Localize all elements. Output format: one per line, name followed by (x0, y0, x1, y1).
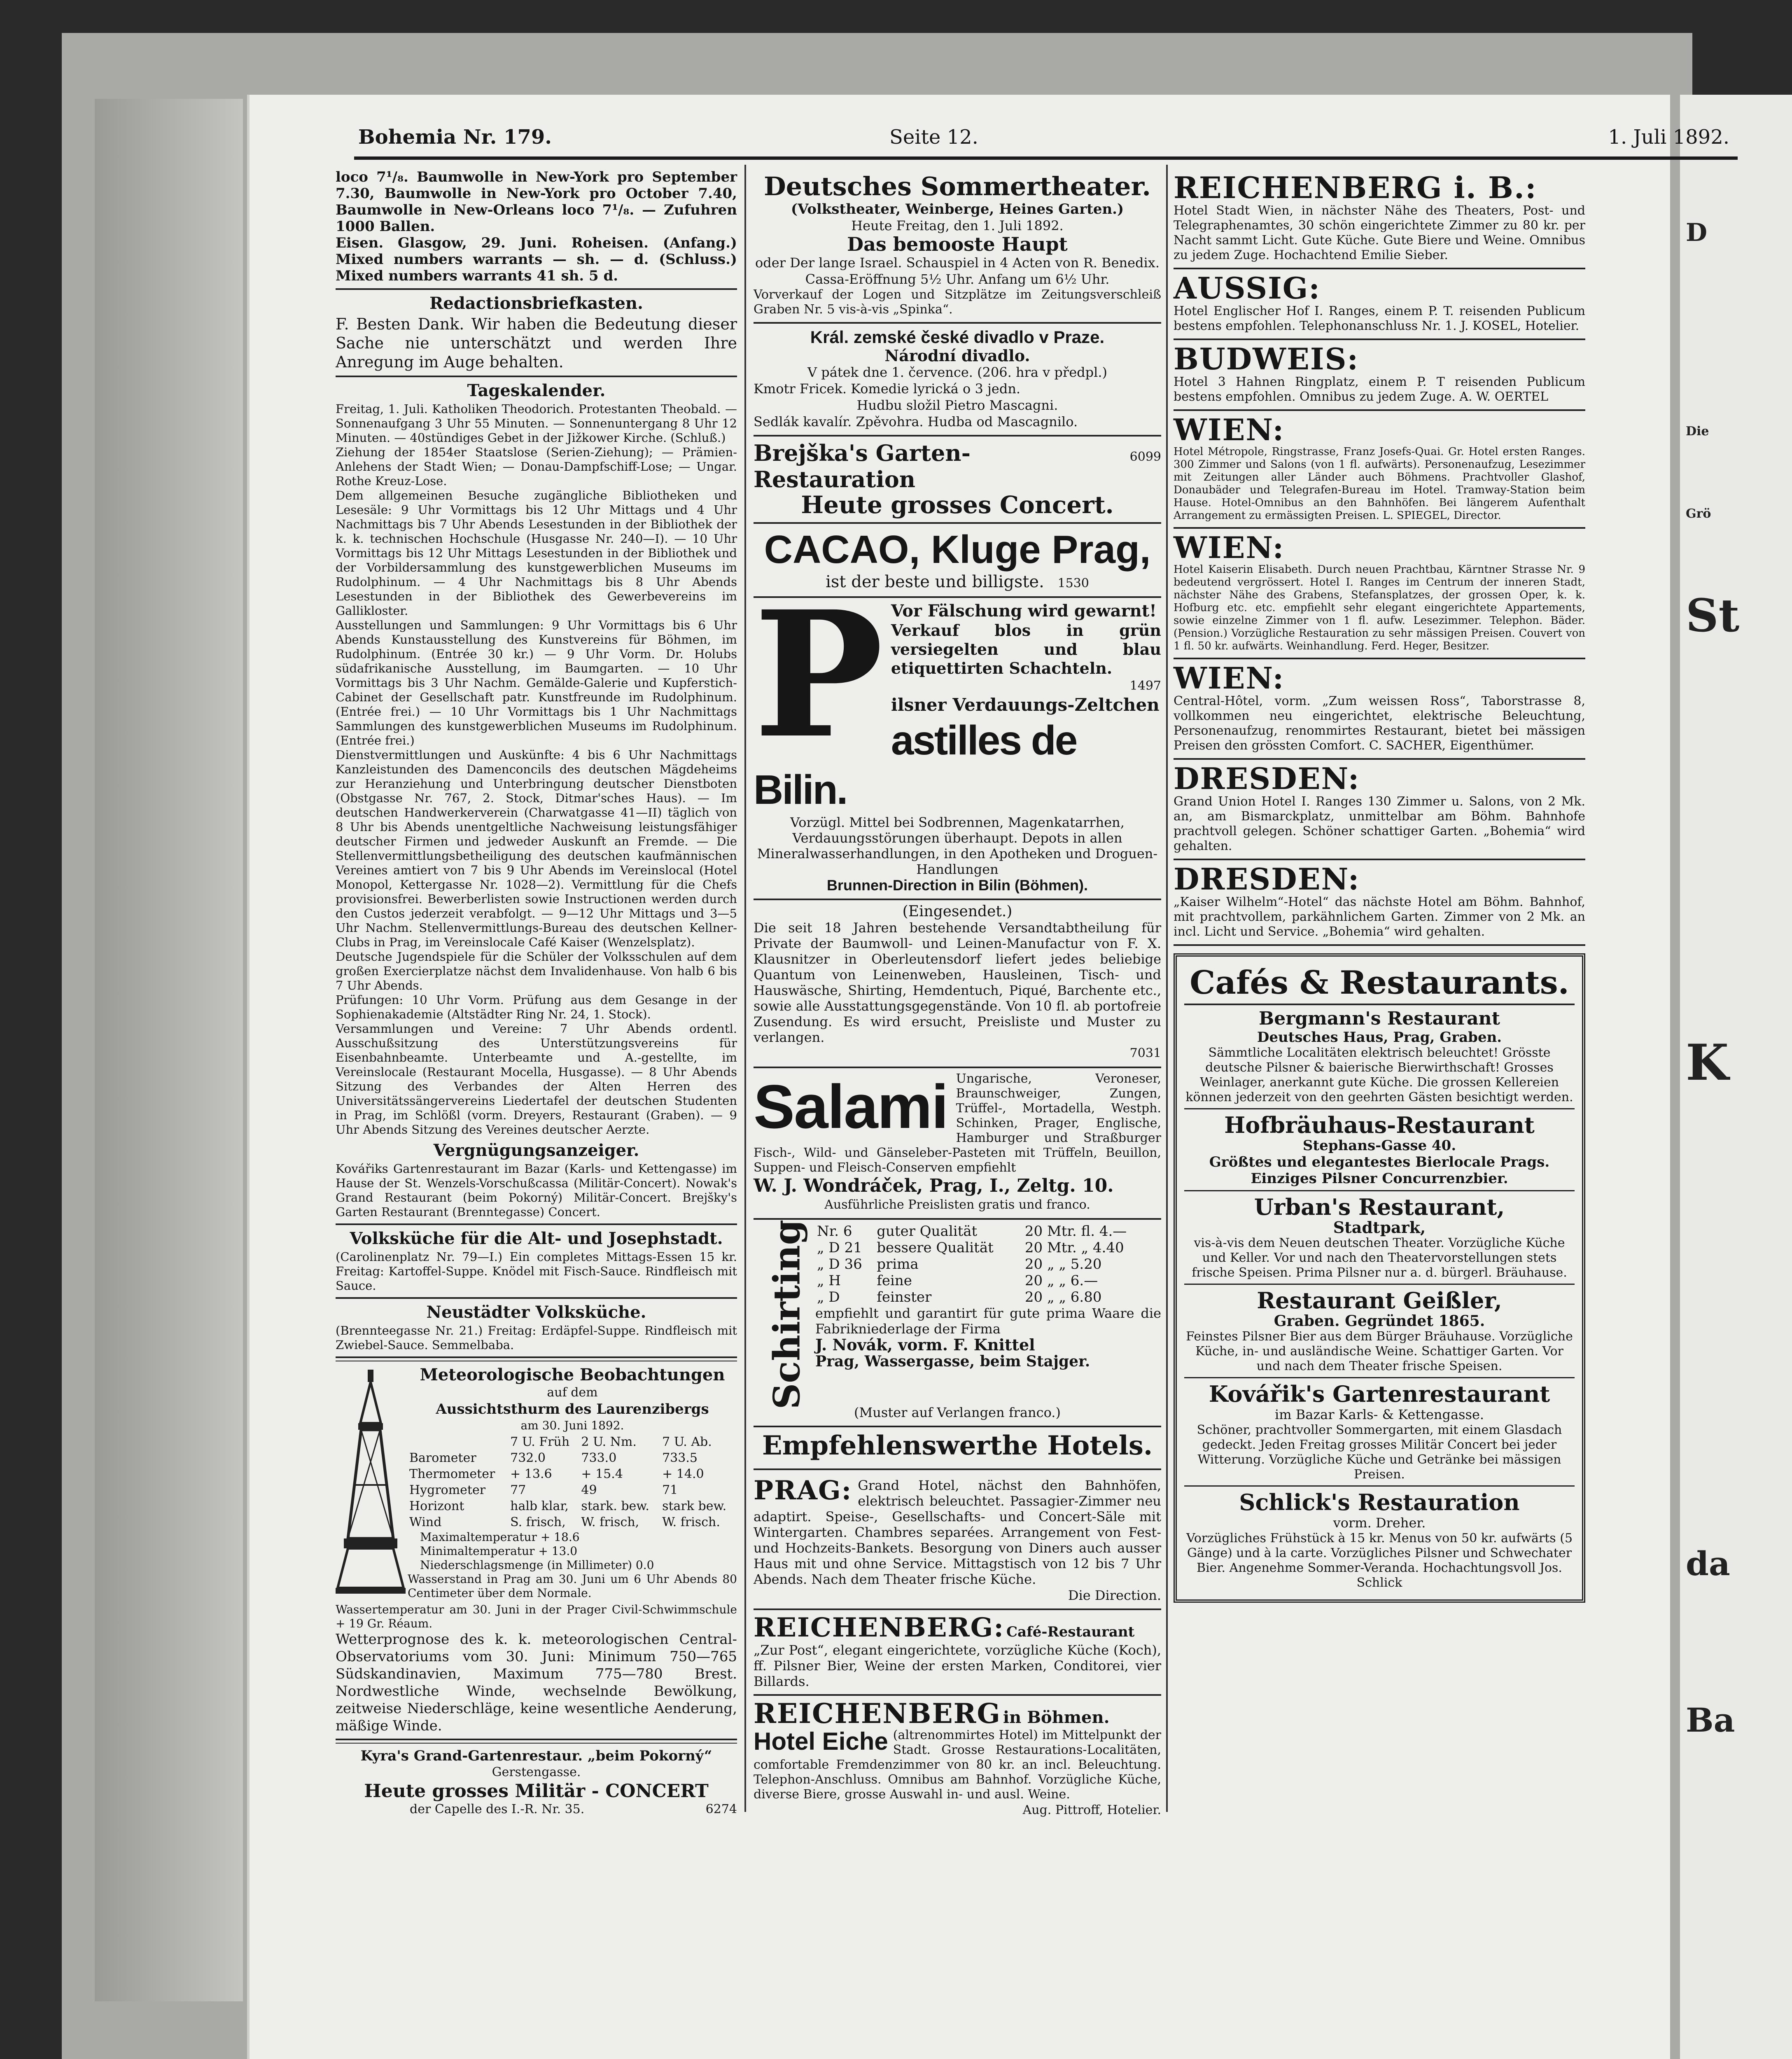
hotel-text: (altrenommirtes Hotel) im Mittelpunkt der Stadt. Grosse Restaurations-Localitäten, comfortable Fremdenzimmer von 80 kr. an incl. Beleuchtung. Telephon-Anschluss. Omnibus am Bahnhof. Vorzügliche Küche, diverse Biere, grosse Auswahl in- und ausl. Weine. (754, 1728, 1161, 1802)
column-header: 7 U. Früh (510, 1435, 570, 1449)
ad-signature: Brunnen-Direction in Bilin (Böhmen). (827, 877, 1088, 894)
ad-times: Cassa-Eröffnung 5½ Uhr. Anfang um 6½ Uhr. (805, 271, 1110, 287)
hotel-text: Grand Hotel, nächst den Bahnhöfen, elektrisch beleuchtet. Passagier-Zimmer neu adaptirt. Speise-, Gesellschafts- und Concert-Säle mit Wintergarten. Chambres separées. Arrangement von Fest- und Hochzeits-Bankets. Besorgung von Diners auch ausser Haus mit und ohne Service. Mittagstisch von 12 bis 7 Uhr Abends. Nach dem Theater frische Küche. (754, 1478, 1161, 1587)
meteorology-extra: Niederschlagsmenge (in Millimeter) 0.0 (420, 1558, 654, 1572)
hotel-city: REICHENBERG: (754, 1612, 1004, 1643)
divider (336, 1739, 737, 1744)
hotel-prag (754, 1474, 1161, 1610)
cafes-restaurants-box (1174, 953, 1585, 1603)
hotel-ad (1174, 659, 1585, 760)
ad-title: Deutsches Sommertheater. (763, 171, 1151, 201)
cell: 77 (510, 1483, 526, 1497)
row-label: Wind (409, 1515, 442, 1529)
hotel-name: Café-Restaurant (1006, 1624, 1135, 1640)
column-middle (754, 169, 1161, 1819)
back-page-left-strip (95, 99, 243, 2001)
restaurant-sub: Stephans-Gasse 40. (1302, 1137, 1456, 1154)
ad-vertical-title-box (754, 1219, 808, 1410)
hotel-city: WIEN: (1174, 412, 1285, 447)
hotel-text: Hotel Kaiserin Elisabeth. Durch neuen Prachtbau, Kärntner Strasse Nr. 9 bedeutend vergrössert. Hotel I. Ranges im Centrum der inneren Stadt, nächster Nähe des Grabens, Stefansplatzes, der grossen Oper, k. k. Hofburg etc. etc. empfiehlt sehr elegant eingerichtete Appartements, sowie einzelne Zimmer von 1 fl. aufw. Lesezimmer. Telephon. Bäder. (Pension.) Vorzügliche Restauration zu sehr mässigen Preisen. Couvert von 1 fl. 50 kr. aufwärts. Weinhandlung. Ferd. Heger, Besitzer. (1174, 563, 1585, 652)
ad-play-title: Das bemooste Haupt (847, 233, 1068, 255)
table-row (815, 1272, 1153, 1289)
market-text: Eisen. Glasgow, 29. Juni. Roheisen. (Anfang.) Mixed numbers warrants — sh. — d. (Schluss.) Mixed numbers warrants 41 sh. 5 d. (336, 235, 737, 284)
ad-brejska (754, 437, 1161, 524)
restaurant-text: Schöner, prachtvoller Sommergarten, mit einem Glasdach gedeckt. Jeden Freitag grosses Militär Concert bei jeder Witterung. Vorzügliche Küche und Getränke bei mässigen Preisen. (1197, 1423, 1562, 1482)
cell: stark bew. (662, 1499, 727, 1513)
cell: W. frisch, (581, 1515, 639, 1529)
column-header: 2 U. Nm. (581, 1435, 637, 1449)
section-title: Volksküche für die Alt- und Josephstadt. (350, 1229, 723, 1248)
header-page-number: Seite 12. (889, 126, 978, 149)
cell: „ D 36 (817, 1256, 862, 1272)
box-title: Cafés & Restaurants. (1184, 962, 1575, 1005)
cell: 20 Mtr. „ 4.40 (1024, 1240, 1124, 1256)
cell: „ D (817, 1289, 840, 1305)
restaurant-sub: im Bazar Karls- & Kettengasse. (1274, 1407, 1484, 1422)
paragraph: Versammlungen und Vereine: 7 Uhr Abends ordentl. Ausschußsitzung des Unterstützungsvereins für Eisenbahnbeamte. Unterbeamte und A.-gestellte, im Vereinslocale (Restaurant Mocella, Husgasse). — 8 Uhr Abends Sitzung des Verbandes der Alten Herren des Universitätssängervereins Liedertafel der deutschen Studenten in Prag, im Schlößl (vorm. Dreyers, Restaurant (Graben). — 9 Uhr Abends Sitzung des Vereines deutscher Aerzte. (336, 1022, 737, 1137)
cell: W. frisch. (662, 1515, 720, 1529)
ad-warning: Vor Fälschung wird gewarnt! (891, 601, 1157, 621)
ad-line: Hudbu složil Pietro Mascagni. (856, 397, 1058, 413)
hotel-name: Hotel Eiche (754, 1728, 888, 1755)
ad-date: Heute Freitag, den 1. Juli 1892. (851, 218, 1064, 233)
ad-title: (Eingesendet.) (902, 903, 1013, 920)
meteorology-location: Aussichtsthurm des Laurenzibergs (436, 1401, 709, 1417)
restaurant-ad (1184, 1191, 1575, 1285)
cell: 733.5 (662, 1451, 698, 1465)
ad-line: Kmotr Fricek. Komedie lyrická o 3 jedn. (754, 381, 1021, 397)
weather-forecast: Wetterprognose des k. k. meteorologischen Central-Observatoriums vom 30. Juni: Minimum 750—765 Südskandinavien, Maximum 775—780 Brest. Nordwestliche Winde, wechselnde Bewölkung, zeitweise Niederschläge, keine wesentliche Aenderung, mäßige Winde. (336, 1631, 737, 1734)
fragment-text: Die (1686, 424, 1709, 439)
meteorology-extra: Minimaltemperatur + 13.0 (420, 1544, 578, 1558)
paragraph: Ziehung der 1854er Staatslose (Serien-Ziehung); — Prämien-Anlehens der Stadt Wien; — Donau-Dampfschiff-Lose; — Ungar. Rothe Kreuz-Lose. (336, 445, 737, 488)
restaurant-text: Vorzügliches Frühstück à 15 kr. Menus von 50 kr. aufwärts (5 Gänge) und à la carte. Vorzügliches Pilsner und Schwechater Bier. Angenehme Sommer-Veranda. Hochachtungsvoll Jos. Schlick (1186, 1531, 1573, 1590)
meteorology-subtitle: auf dem (547, 1385, 598, 1400)
table-row (408, 1514, 737, 1530)
hotel-text: Hotel Métropole, Ringstrasse, Franz Josefs-Quai. Gr. Hotel ersten Ranges. 300 Zimmer und Salons (von 1 fl. aufwärts). Personenaufzug, Lesezimmer mit Zeitungen aller Länder auch Böhmens. Prachtvoller Glashof, Donaubäder und Telegrafen-Bureau im Hotel. Tramway-Station beim Hause. Hotel-Omnibus an den Bahnhöfen. Bei längerem Aufenthalt Arrangement zu ermässigten Preisen. L. SPIEGEL, Director. (1174, 446, 1585, 522)
cell: 20 Mtr. fl. 4.— (1024, 1223, 1127, 1240)
paragraph: F. Besten Dank. Wir haben die Bedeutung dieser Sache nie unterschätzt und werden Ihre Anregung im Auge behalten. (336, 315, 737, 371)
cell: guter Qualität (877, 1223, 978, 1240)
hotel-ad (1174, 269, 1585, 340)
ad-czech-theatre (754, 324, 1161, 437)
paragraph: (Carolinenplatz Nr. 79—I.) Ein completes Mittags-Essen 15 kr. Freitag: Kartoffel-Suppe. Knödel mit Fisch-Sauce. Rindfleisch mit Sauce. (336, 1250, 737, 1293)
ad-title: Salami (754, 1072, 948, 1141)
table-row (815, 1289, 1153, 1305)
cell: + 14.0 (662, 1467, 704, 1481)
hotel-ad (1174, 169, 1585, 269)
hotel-text: Hotel Stadt Wien, in nächster Nähe des Theaters, Post- und Telegraphenamtes, 30 schön eingerichtete Zimmer zu 80 kr. per Nacht sammt Licht. Gute Küche. Gute Biere und Weine. Omnibus zu jedem Zuge. Hochachtend Emilie Sieber. (1174, 203, 1585, 262)
ad-line: ilsner Verdauungs-Zeltchen (891, 695, 1160, 715)
hotel-city: PRAG: (754, 1475, 852, 1506)
ad-schirting (754, 1220, 1161, 1427)
restaurant-name: Bergmann's Restaurant (1259, 1008, 1500, 1029)
ad-product-name: astilles de Bilin. (754, 717, 1077, 813)
adjacent-page-fragment (1680, 95, 1792, 2059)
hotel-text: Central-Hôtel, vorm. „Zum weissen Ross“, Taborstrasse 8, vollkommen neu eingerichtet, elektrische Beleuchtung, Personenaufzug, renommirtes Restaurant, bietet bei mässigen Preisen den grössten Comfort. C. SACHER, Eigenthümer. (1174, 694, 1585, 753)
table-header-row (408, 1434, 737, 1450)
ad-initial-letter: P (754, 574, 884, 777)
restaurant-ad (1184, 1109, 1575, 1191)
ad-kyra-band: der Capelle des I.-R. Nr. 35. (410, 1802, 585, 1816)
ad-subtitle: (Volkstheater, Weinberge, Heines Garten.) (791, 201, 1124, 217)
fragment-text: D (1686, 218, 1708, 247)
water-level: Wasserstand in Prag am 30. Juni um 6 Uhr Abends 80 Centimeter über dem Normale. (408, 1572, 737, 1600)
cell: bessere Qualität (877, 1240, 994, 1256)
ad-line: V pátek dne 1. července. (206. hra v předpl.) (807, 364, 1107, 380)
paragraph: Prüfungen: 10 Uhr Vorm. Prüfung aus dem Gesange in der Sophienakademie (Altstädter Ring Nr. 24, 1. Stock). (336, 993, 737, 1021)
restaurant-name: Kovářik's Gartenrestaurant (1209, 1381, 1550, 1407)
table-row (408, 1450, 737, 1466)
divider (336, 376, 737, 377)
ad-kyra-title: Kyra's Grand-Gartenrestaur. „beim Pokorný“ (360, 1748, 712, 1764)
cell: 733.0 (581, 1451, 617, 1465)
ad-title: Brejška's Garten-Restauration (754, 440, 971, 493)
restaurant-text: vis-à-vis dem Neuen deutschen Theater. Vorzügliche Küche und Keller. Vor und nach den Theatervorstellungen stets frische Speisen. Prima Pilsner nur a. d. bürgerl. Bräuhause. (1192, 1236, 1567, 1280)
fragment-text: Grö (1686, 507, 1711, 521)
ad-number: 1530 (1057, 576, 1089, 591)
row-label: Horizont (409, 1499, 464, 1513)
section-title: Neustädter Volksküche. (426, 1303, 646, 1322)
fragment-text: St (1686, 589, 1740, 642)
restaurant-ad (1184, 1005, 1575, 1109)
table-row (815, 1240, 1153, 1256)
ad-text: empfiehlt und garantirt für gute prima Waare die Fabrikniederlage der Firma (815, 1305, 1161, 1337)
cell: 20 „ „ 6.80 (1024, 1289, 1102, 1305)
cell: 732.0 (510, 1451, 546, 1465)
ad-number: 1497 (1129, 679, 1161, 693)
section-title: Vergnügungsanzeiger. (433, 1141, 639, 1160)
ad-text: Die seit 18 Jahren bestehende Versandtabtheilung für Private der Baumwoll- und Leinen-Manufactur von F. X. Klausnitzer in Oberleutensdorf liefert jedes beliebige Quantum von Leinenweben, Hausleinen, Tisch- und Hauswäsche, Shirting, Hemdentuch, Piqué, Barchente etc., sowie alle Ausstattungsgegenstände. Von 10 fl. ab portofreie Zusendung. Es wird ersucht, Preisliste und Muster zu verlangen. (754, 920, 1161, 1045)
ad-footer: Ausführliche Preislisten gratis und franco. (824, 1198, 1090, 1212)
ad-slogan: ist der beste und billigste. (826, 572, 1044, 591)
page-header (358, 126, 1729, 154)
fragment-text: K (1686, 1034, 1729, 1092)
section-title: Redactionsbriefkasten. (429, 294, 643, 313)
hotel-text: Hotel Englischer Hof I. Ranges, einem P. T. reisenden Publicum bestens empfohlen. Telephonanschluss Nr. 1. J. KOSEL, Hotelier. (1174, 304, 1585, 333)
ad-address: Prag, Wassergasse, beim Stajger. (815, 1353, 1090, 1370)
hotel-text: „Zur Post“, elegant eingerichtete, vorzügliche Küche (Koch), ff. Pilsner Bier, Weine der ersten Marken, Conditorei, vier Billards. (754, 1642, 1161, 1689)
ad-footer: (Muster auf Verlangen franco.) (854, 1405, 1061, 1420)
meteorology-date: am 30. Juni 1892. (520, 1419, 624, 1432)
cell: 20 „ „ 5.20 (1024, 1256, 1102, 1272)
restaurant-name: Urban's Restaurant, (1254, 1194, 1505, 1220)
header-issue: Bohemia Nr. 179. (358, 126, 552, 149)
hotel-ad (1174, 340, 1585, 411)
ad-eingesendet (754, 900, 1161, 1068)
hotel-ad (1174, 411, 1585, 529)
divider (336, 288, 737, 290)
restaurant-sub: Graben. Gegründet 1865. (1274, 1312, 1485, 1330)
hotel-city: REICHENBERG (754, 1697, 1001, 1730)
row-label: Hygrometer (409, 1483, 486, 1497)
cell: „ D 21 (817, 1240, 862, 1256)
row-label: Barometer (409, 1451, 476, 1465)
divider (336, 1223, 737, 1225)
cell: + 13.6 (510, 1467, 552, 1481)
hotel-text: Hotel 3 Hahnen Ringplatz, einem P. T reisenden Publicum bestens empfohlen. Omnibus zu jedem Zuge. A. W. OERTEL (1174, 375, 1585, 404)
hotel-city: REICHENBERG i. B.: (1174, 170, 1537, 205)
column-divider (744, 165, 746, 1812)
paragraph: Dem allgemeinen Besuche zugängliche Bibliotheken und Lesesäle: 9 Uhr Vormittags bis 12 Uhr Mittags und 4 Uhr Nachmittags bis 7 Uhr Abends Lesestunden in der Bibliothek der k. k. technischen Hochschule (Husgasse Nr. 240—I). — 10 Uhr Vormittags bis 12 Uhr Mittags Lesestunden in der Bibliothek und der Vorbildersammlung des kunstgewerblichen Museums im Rudolphinum. — 4 Uhr Nachmittags bis 8 Uhr Abends Lesestunden in der Bibliothek des Gewerbevereins im Gallikloster. (336, 488, 737, 618)
hotel-reichenberg-post (754, 1610, 1161, 1696)
cell: 71 (662, 1483, 678, 1497)
column-right (1174, 169, 1585, 1603)
ad-line: Verkauf blos in grün versiegelten und blau etiquettirten Schachteln. (891, 621, 1161, 677)
price-table (815, 1223, 1153, 1305)
ad-description: Vorzügl. Mittel bei Sodbrennen, Magenkatarrhen, Verdauungsstörungen überhaupt. Depots in allen Mineralwasserhandlungen, in den Apotheken und Droguen-Handlungen (757, 815, 1158, 877)
cell: + 15.4 (581, 1467, 623, 1481)
hotel-city: BUDWEIS: (1174, 341, 1359, 376)
table-row (408, 1466, 737, 1482)
paragraph: Ausstellungen und Sammlungen: 9 Uhr Vormittags bis 6 Uhr Abends Kunstausstellung des Kunstvereins für Böhmen, im Rudolphinum. (Entrée 30 kr.) — 9 Uhr Vorm. Dr. Holubs südafrikanische Ausstellung, im Baumgarten. — 10 Uhr Vormittags bis 3 Uhr Nachm. Gemälde-Galerie und Kupferstich-Cabinet der Gesellschaft patr. Kunstfreunde im Rudolphinum. (Entrée frei.) — 10 Uhr Vormittags bis 1 Uhr Nachmittags Sammlungen des kunstgewerblichen Museums im Rudolphinum. (Entrée frei.) (336, 618, 737, 747)
table-row (815, 1256, 1153, 1272)
hotel-city: WIEN: (1174, 661, 1285, 696)
ad-play-subtitle: oder Der lange Israel. Schauspiel in 4 Acten von R. Benedix. (755, 255, 1160, 271)
hotel-city-suffix: in Böhmen. (1003, 1708, 1110, 1727)
market-text: loco 7¹/₈. Baumwolle in New-York pro September 7.30, Baumwolle in New-York pro October 7.40, Baumwolle in New-Orleans loco 7¹/₈. — Zufuhren 1000 Ballen. (336, 169, 737, 235)
paragraph: Deutsche Jugendspiele für die Schüler der Volksschulen auf dem großen Exercierplatze nächst dem Invalidenhause. Von halb 6 bis 7 Uhr Abends. (336, 950, 737, 992)
section-title: Tageskalender. (467, 381, 606, 400)
hotel-ad (1174, 760, 1585, 860)
ad-vertical-title: Schirting (765, 1219, 808, 1410)
fragment-text: da (1686, 1544, 1730, 1583)
paragraph: Freitag, 1. Juli. Katholiken Theodorich. Protestanten Theobald. — Sonnenaufgang 3 Uhr 55 Minuten. — Sonnenuntergang 8 Uhr 12 Minuten. — 40stündiges Gebet in der Jižkower Kirche. (Schluß.) (336, 402, 737, 445)
hotel-ad (1174, 860, 1585, 946)
cell: 20 „ „ 6.— (1024, 1272, 1098, 1289)
cell: Nr. 6 (817, 1223, 852, 1240)
hotel-city: DRESDEN: (1174, 861, 1360, 896)
restaurant-name: Restaurant Geißler, (1257, 1287, 1502, 1314)
ad-kyra-concert: Heute grosses Militär - CONCERT (364, 1781, 709, 1802)
water-temperature: Wassertemperatur am 30. Juni in der Prager Civil-Schwimmschule + 19 Gr. Réaum. (336, 1603, 737, 1630)
ad-title: CACAO, Kluge Prag, (764, 528, 1151, 572)
meteorology-title: Meteorologische Beobachtungen (420, 1365, 725, 1384)
ad-number: 7031 (1129, 1046, 1161, 1060)
ad-subtitle: Heute grosses Concert. (801, 491, 1114, 519)
cell: stark. bew. (581, 1499, 649, 1513)
hotel-signature: Die Direction. (1068, 1587, 1161, 1603)
table-row (408, 1498, 737, 1514)
cell: 49 (581, 1483, 597, 1497)
ad-number: 6099 (1129, 450, 1161, 464)
header-date: 1. Juli 1892. (1608, 126, 1729, 149)
column-header: 7 U. Ab. (662, 1435, 712, 1449)
ad-sommertheater (754, 169, 1161, 324)
restaurant-ad (1184, 1378, 1575, 1487)
restaurant-sub: Stadtpark, (1333, 1218, 1426, 1237)
paragraph: Kovářiks Gartenrestaurant im Bazar (Karls- und Kettengasse) im Hause der St. Wenzels-Vorschußcassa (Militär-Concert). Nowak's Grand Restaurant (beim Pokorný) Militär-Concert. Brejšky's Garten Restaurant (Brenntegasse) Concert. (336, 1162, 737, 1219)
ad-subtitle: Národní divadlo. (884, 346, 1030, 365)
ad-firm: J. Novák, vorm. F. Knittel (815, 1335, 1035, 1354)
hotel-ad (1174, 529, 1585, 659)
divider (754, 1468, 1161, 1470)
hotel-text: „Kaiser Wilhelm“-Hotel“ das nächste Hotel am Böhm. Bahnhof, mit prachtvollem, parkähnlichem Garten. Zimmer von 2 Mk. an incl. Licht und Service. „Bohemia“ wird gehalten. (1174, 895, 1585, 939)
cell: S. frisch, (510, 1515, 566, 1529)
ad-salami (754, 1068, 1161, 1220)
cell: prima (877, 1256, 919, 1272)
restaurant-ad (1184, 1487, 1575, 1594)
row-label: Thermometer (409, 1467, 495, 1481)
meteorology-box (336, 1366, 737, 1735)
ad-text: Ungarische, Veroneser, Braunschweiger, Zungen, Trüffel-, Mortadella, Westph. Schinken, Prager, Englische, Hamburger und Straßburger Fisch-, Wild- und Gänseleber-Pasteten mit Trüffeln, Beuillon, Suppen- und Fleisch-Conserven empfiehlt (754, 1072, 1161, 1175)
column-left (336, 169, 737, 1816)
cell: „ H (817, 1272, 841, 1289)
column-divider (1166, 165, 1168, 1812)
restaurant-ad (1184, 1285, 1575, 1378)
ad-number: 6274 (705, 1802, 737, 1816)
divider (336, 1356, 737, 1361)
hotel-owner: Aug. Pittroff, Hotelier. (1022, 1803, 1161, 1817)
cell: halb klar, (510, 1499, 569, 1513)
hotel-reichenberg-eiche (754, 1696, 1161, 1819)
section-title-hotels: Empfehlenswerthe Hotels. (762, 1430, 1153, 1461)
restaurant-sub: vorm. Dreher. (1333, 1515, 1426, 1531)
hotel-city: AUSSIG: (1174, 271, 1321, 306)
fragment-text: Ba (1686, 1701, 1735, 1739)
restaurant-name: Hofbräuhaus-Restaurant (1224, 1112, 1535, 1138)
ad-line: Sedlák kavalír. Zpěvohra. Hudba od Mascagnilo. (754, 414, 1078, 430)
hotel-city: WIEN: (1174, 530, 1285, 565)
restaurant-name: Schlick's Restauration (1239, 1489, 1520, 1515)
table-row (408, 1482, 737, 1498)
divider (336, 1297, 737, 1299)
restaurant-text: Größtes und elegantestes Bierlocale Prags. Einziges Pilsner Concurrenzbier. (1209, 1154, 1550, 1187)
ad-presale: Vorverkauf der Logen und Sitzplätze im Zeitungsverschleiß Graben Nr. 5 vis-à-vis „Spinka“. (754, 287, 1161, 317)
restaurant-sub: Deutsches Haus, Prag, Graben. (1257, 1029, 1502, 1046)
meteorology-extra: Maximaltemperatur + 18.6 (420, 1530, 580, 1544)
cell: feinster (877, 1289, 932, 1305)
cell: feine (877, 1272, 912, 1289)
paragraph: Dienstvermittlungen und Auskünfte: 4 bis 6 Uhr Nachmittags Kanzleistunden des Damenconcils des deutschen Mägdeheims zur Heranziehung und Unterbringung deutscher Dienstboten (Obstgasse Nr. 767, 2. Stock, Ditmar'sches Haus). — Im deutschen Handwerkerverein (Charwatgasse 41—II) täglich von 8 Uhr bis Abends unentgeltliche Nachweisung leistungsfähiger deutscher Firmen und jedweder Auskunft an Fremde. — Die Stellenvermittlungsbetheiligung des deutschen kaufmännischen Vereines amtiert von 7 bis 9 Uhr Abends im Vereinslocal (Hotel Monopol, Kettergasse Nr. 1028—2). Vermittlung für die Chefs provisionsfrei. Bewerberlisten sowie Instructionen werden durch den Custos jederzeit verabfolgt. — 9—12 Uhr Mittags und 3—5 Uhr Nachm. Stellenvermittlungs-Bureau des deutschen Kellner-Clubs in Prag, im Vereinslocale Café Kaiser (Wenzelsplatz). (336, 748, 737, 949)
meteorology-table (408, 1434, 737, 1530)
ad-title: Král. zemské české divadlo v Praze. (810, 327, 1105, 347)
hotel-city: DRESDEN: (1174, 761, 1360, 796)
table-row (815, 1223, 1153, 1240)
hotel-text: Grand Union Hotel I. Ranges 130 Zimmer u. Salons, von 2 Mk. an, am Bismarckplatz, unmittelbar am Böhm. Bahnhofe prachtvoll gelegen. Schöner schattiger Garten. „Bohemia“ wird gehalten. (1174, 794, 1585, 853)
observation-tower-illustration (336, 1366, 406, 1596)
restaurant-text: Feinstes Pilsner Bier aus dem Bürger Bräuhause. Vorzügliche Küche, in- und ausländische Weine. Schattiger Garten. Vor und nach dem Theater frische Speisen. (1186, 1329, 1573, 1373)
ad-kyra-address: Gerstengasse. (492, 1765, 581, 1779)
header-rule (354, 156, 1738, 160)
ad-firm: W. J. Wondráček, Prag, I., Zeltg. 10. (754, 1175, 1114, 1196)
restaurant-text: Sämmtliche Localitäten elektrisch beleuchtet! Grösste deutsche Pilsner & baierische Bierwirthschaft! Grosses Weinlager, anerkannt gute Küche. Die grossen Kellereien können jederzeit von den geehrten Gästen besichtigt werden. (1185, 1046, 1573, 1104)
paragraph: (Brennteegasse Nr. 21.) Freitag: Erdäpfel-Suppe. Rindfleisch mit Zwiebel-Sauce. Semmelbaba. (336, 1324, 737, 1352)
